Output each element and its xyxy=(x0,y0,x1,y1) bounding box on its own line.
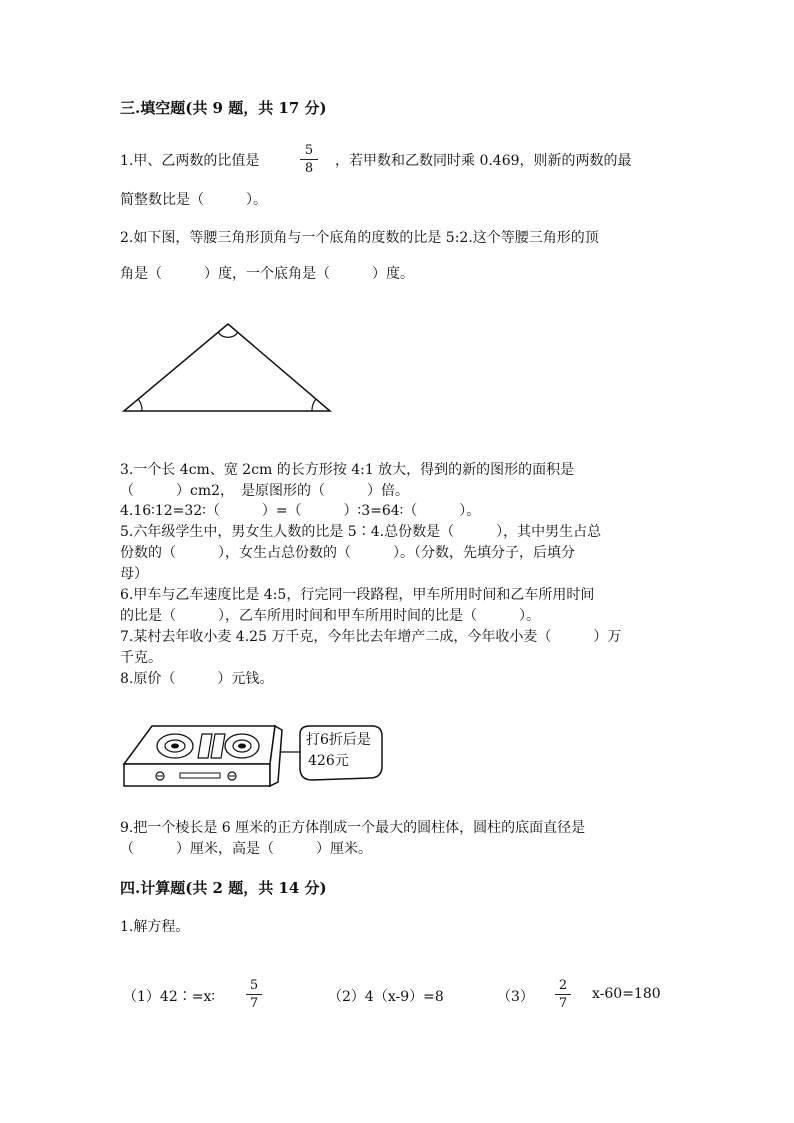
isosceles-triangle-figure xyxy=(120,318,335,418)
price-sign-line2: 426元 xyxy=(308,753,349,769)
q6-line1: 6.甲车与乙车速度比是 4:5，行完同一段路程，甲车所用时间和乙车所用时间 xyxy=(120,587,595,603)
q7-line1: 7.某村去年收小麦 4.25 万千克，今年比去年增产二成，今年收小麦（ ）万 xyxy=(120,629,622,645)
q7-line2: 千克。 xyxy=(120,650,162,666)
q2-line2: 角是（ ）度，一个底角是（ ）度。 xyxy=(120,266,414,282)
q1-prefix: 1.甲、乙两数的比值是 xyxy=(120,153,260,169)
equation-1-fraction-num: 5 xyxy=(249,978,259,993)
q9-line1: 9.把一个棱长是 6 厘米的正方体削成一个最大的圆柱体，圆柱的底面直径是 xyxy=(120,820,586,836)
s4-q1-title: 1.解方程。 xyxy=(120,919,190,935)
q3-line2: （ ）cm2， 是原图形的（ ）倍。 xyxy=(120,483,410,499)
q2-line1: 2.如下图，等腰三角形顶角与一个底角的度数的比是 5:2.这个等腰三角形的顶 xyxy=(120,230,599,246)
equation-1-fraction-den: 7 xyxy=(249,996,259,1011)
q1-fraction-num: 5 xyxy=(304,143,314,158)
q1-fraction-den: 8 xyxy=(304,161,314,176)
q3-line1: 3.一个长 4cm、宽 2cm 的长方形按 4:1 放大，得到的新的图形的面积是 xyxy=(120,462,575,478)
q5-line2: 份数的（ ），女生占总份数的（ ）。（分数，先填分子，后填分 xyxy=(120,545,575,561)
section-3-heading: 三.填空题(共 9 题，共 17 分) xyxy=(120,99,327,117)
q5-line1: 5.六年级学生中，男女生人数的比是 5∶4.总份数是（ ），其中男生占总 xyxy=(120,524,602,540)
equation-3-prefix: （3） xyxy=(497,989,534,1005)
q1-line2: 简整数比是（ ）。 xyxy=(120,192,267,208)
q4-line1: 4.16∶12=32∶（ ）=（ ）∶3=64∶（ ）。 xyxy=(120,503,481,519)
q6-line2: 的比是（ ），乙车所用时间和甲车所用时间的比是（ ）。 xyxy=(120,608,540,624)
price-sign-line1: 打6折后是 xyxy=(306,732,371,748)
equation-1-fraction xyxy=(246,978,262,1011)
q9-line2: （ ）厘米，高是（ ）厘米。 xyxy=(120,841,372,857)
equation-3-fraction xyxy=(555,978,571,1011)
q1-fraction xyxy=(300,143,318,176)
section-4-heading: 四.计算题(共 2 题，共 14 分) xyxy=(120,879,327,897)
equation-3-fraction-num: 2 xyxy=(558,978,568,993)
equation-3-suffix: x-60=180 xyxy=(592,986,661,1002)
q8-line1: 8.原价（ ）元钱。 xyxy=(120,671,274,687)
equation-3-fraction-den: 7 xyxy=(558,996,568,1011)
equation-2: （2）4（x-9）=8 xyxy=(328,989,444,1005)
q1-suffix: ，若甲数和乙数同时乘 0.469，则新的两数的最 xyxy=(335,153,632,169)
q5-line3: 母） xyxy=(120,566,148,582)
equation-1-prefix: （1）42∶=x∶ xyxy=(123,989,215,1005)
